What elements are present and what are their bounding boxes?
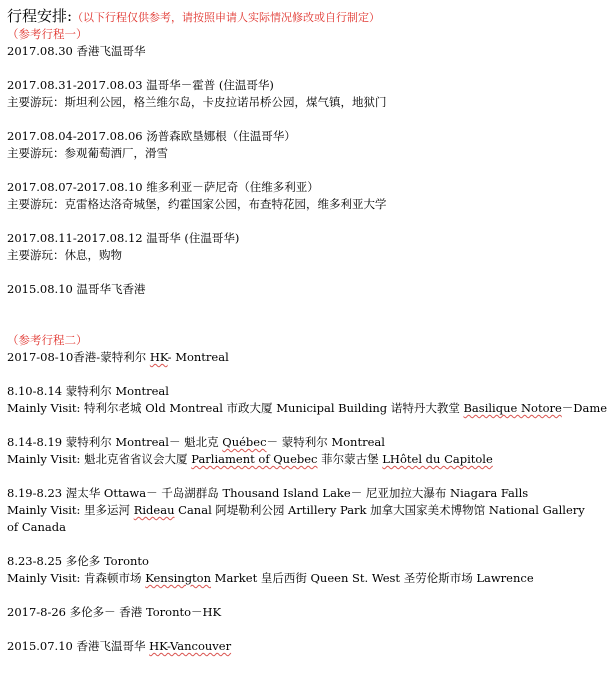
- itinerary-2-line-10: 2017-8-26 多伦多－ 香港 Toronto－HK: [7, 605, 222, 619]
- itinerary-document: [7, 6, 607, 655]
- itinerary-1-day-3-visit: 主要游玩：参观葡萄酒厂，滑雪: [7, 146, 168, 160]
- itinerary-2-line-11: 2015.07.10 香港飞温哥华 HK-Vancouver: [7, 639, 232, 653]
- itinerary-1-day-4-visit: 主要游玩：克雷格达洛奇城堡，约霍国家公园，布查特花园，维多利亚大学: [7, 197, 387, 211]
- itinerary-1-day-5-visit: 主要游玩：休息，购物: [7, 248, 122, 262]
- itinerary-1-day-1: 2017.08.30 香港飞温哥华: [7, 44, 146, 58]
- itinerary-2-line-7: Mainly Visit: 里多运河 Rideau Canal 阿堤勒利公园 Artillery Park 加拿大国家美术博物馆 National Gallery of Canada: [7, 503, 585, 534]
- itinerary-1-day-3: 2017.08.04-2017.08.06 汤普森欧垦娜根（住温哥华）: [7, 129, 296, 143]
- itinerary-2-line-8: 8.23-8.25 多伦多 Toronto: [7, 554, 149, 568]
- itinerary-2-line-4: 8.14-8.19 蒙特利尔 Montreal－ 魁北克 Québec－ 蒙特利尔 Montreal: [7, 435, 385, 449]
- itinerary-2-line-2: 8.10-8.14 蒙特利尔 Montreal: [7, 384, 169, 398]
- itinerary-2-line-3: Mainly Visit: 特利尔老城 Old Montreal 市政大厦 Municipal Building 诺特丹大教堂 Basilique Notore－Dame: [7, 401, 607, 415]
- document-heading: [7, 6, 595, 26]
- itinerary-2-label: （参考行程二）: [7, 333, 88, 347]
- itinerary-2-line-1: 2017-08-10香港-蒙特利尔 HK- Montreal: [7, 350, 229, 364]
- itinerary-1-day-2-visit: 主要游玩：斯坦利公园，格兰维尔岛，卡皮拉诺吊桥公园，煤气镇，地狱门: [7, 95, 387, 109]
- itinerary-1-label: （参考行程一）: [7, 27, 88, 41]
- itinerary-1-day-6: 2015.08.10 温哥华飞香港: [7, 282, 146, 296]
- itinerary-2-line-9: Mainly Visit: 肯森顿市场 Kensington Market 皇后西街 Queen St. West 圣劳伦斯市场 Lawrence: [7, 571, 534, 585]
- itinerary-2-line-5: Mainly Visit: 魁北克省省议会大厦 Parliament of Quebec 菲尔蒙古堡 LHôtel du Capitole: [7, 452, 493, 466]
- heading-note: （以下行程仅供参考，请按照申请人实际情况修改或自行制定）: [72, 11, 381, 24]
- itinerary-1-day-2: 2017.08.31-2017.08.03 温哥华－霍普 (住温哥华): [7, 78, 274, 92]
- itinerary-1-day-5: 2017.08.11-2017.08.12 温哥华 (住温哥华): [7, 231, 240, 245]
- itinerary-1-day-4: 2017.08.07-2017.08.10 维多利亚－萨尼奇（住维多利亚）: [7, 180, 319, 194]
- heading-title: 行程安排:: [7, 7, 73, 25]
- itinerary-2-line-6: 8.19-8.23 渥太华 Ottawa－ 千岛湖群岛 Thousand Island Lake－ 尼亚加拉大瀑布 Niagara Falls: [7, 486, 529, 500]
